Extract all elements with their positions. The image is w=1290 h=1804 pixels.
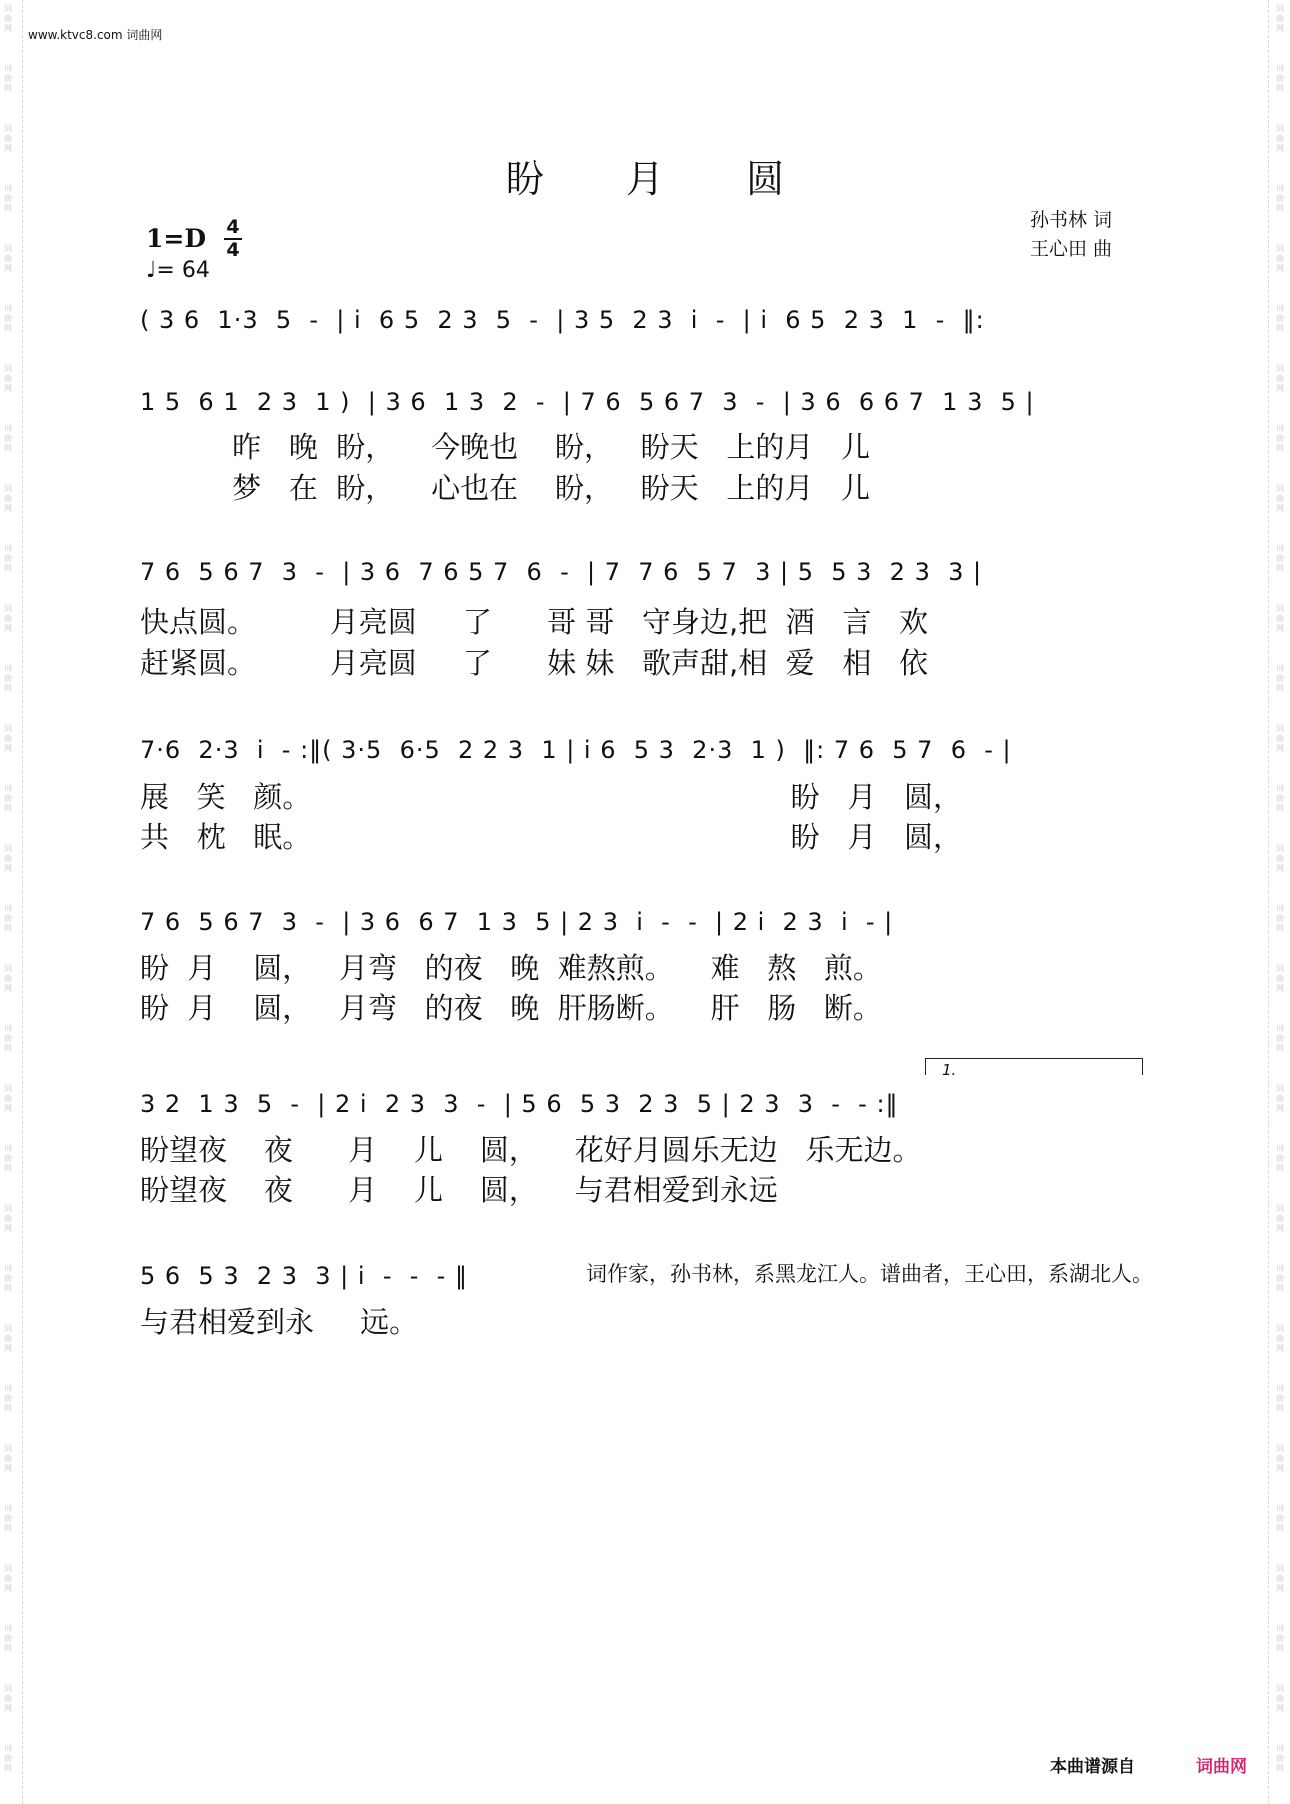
watermark-mark: 词曲网: [1276, 364, 1284, 393]
watermark-mark: 词曲网: [1276, 784, 1284, 813]
first-ending-bracket: [925, 1058, 1143, 1079]
watermark-mark: 词曲网: [1276, 724, 1284, 753]
watermark-mark: 词曲网: [1276, 4, 1284, 33]
watermark-mark: 词曲网: [4, 1144, 12, 1173]
watermark-mark: 词曲网: [1276, 304, 1284, 333]
watermark-mark: 词曲网: [1276, 1204, 1284, 1233]
lyrics-5-verse-2: 盼 月 圆， 月弯 的夜 晚 肝肠断。 肝 肠 断。: [140, 991, 882, 1025]
watermark-mark: 词曲网: [1276, 424, 1284, 453]
watermark-mark: 词曲网: [4, 1564, 12, 1593]
watermark-mark: 词曲网: [4, 304, 12, 333]
watermark-mark: 词曲网: [1276, 544, 1284, 573]
watermark-mark: 词曲网: [4, 544, 12, 573]
time-top: 4: [226, 216, 240, 238]
notation-5: 7 6 5 6 7 3 - | 3 6 6 7 1 3 5 | 2 3 i - - | 2 i 2 3 i - |: [140, 908, 894, 936]
lyrics-5-verse-1: 盼 月 圆， 月弯 的夜 晚 难熬煎。 难 熬 煎。: [140, 951, 882, 985]
staff-line-3: [140, 552, 1152, 592]
watermark-mark: 词曲网: [4, 184, 12, 213]
left-watermark-strip: [0, 0, 18, 1804]
watermark-mark: 词曲网: [4, 1384, 12, 1413]
watermark-mark: 词曲网: [4, 424, 12, 453]
footer-site-link[interactable]: 词曲网: [1196, 1757, 1247, 1777]
footer-source: 本曲谱源自: [1050, 1757, 1135, 1777]
lyrics-7-verse-1: 与君相爱到永 远。: [140, 1305, 419, 1339]
watermark-mark: 词曲网: [1276, 184, 1284, 213]
watermark-mark: 词曲网: [1276, 1504, 1284, 1533]
watermark-mark: 词曲网: [1276, 664, 1284, 693]
watermark-mark: 词曲网: [4, 1624, 12, 1653]
watermark-mark: 词曲网: [4, 364, 12, 393]
watermark-mark: 词曲网: [4, 724, 12, 753]
watermark-mark: 词曲网: [4, 664, 12, 693]
left-dashed-border: [22, 0, 23, 1804]
site-url: www.ktvc8.com 词曲网: [28, 28, 163, 42]
watermark-mark: 词曲网: [1276, 1564, 1284, 1593]
lyrics-6-verse-2: 盼望夜 夜 月 儿 圆， 与君相爱到永远: [140, 1173, 778, 1207]
watermark-mark: 词曲网: [1276, 1144, 1284, 1173]
notation-2: 1 5 6 1 2 3 1 ) | 3 6 1 3 2 - | 7 6 5 6 7 3 - | 3 6 6 6 7 1 3 5 |: [140, 388, 1035, 416]
watermark-mark: 词曲网: [4, 244, 12, 273]
composer-credit: 王心田 曲: [1030, 238, 1113, 260]
watermark-mark: 词曲网: [1276, 484, 1284, 513]
watermark-mark: 词曲网: [4, 1024, 12, 1053]
notation-6: 3 2 1 3 5 - | 2 i 2 3 3 - | 5 6 5 3 2 3 5 | 2 3 3 - - :‖: [140, 1090, 899, 1118]
watermark-mark: 词曲网: [4, 1324, 12, 1353]
watermark-mark: 词曲网: [1276, 124, 1284, 153]
staff-line-2: [140, 382, 1152, 422]
watermark-mark: 词曲网: [4, 604, 12, 633]
watermark-mark: 词曲网: [4, 124, 12, 153]
notation-1: ( 3 6 1·3 5 - | i 6 5 2 3 5 - | 3 5 2 3 i - | i 6 5 2 3 1 - ‖:: [140, 306, 985, 334]
watermark-mark: 词曲网: [4, 1264, 12, 1293]
watermark-mark: 词曲网: [1276, 1024, 1284, 1053]
watermark-mark: 词曲网: [4, 1084, 12, 1113]
time-bottom: 4: [224, 238, 242, 261]
watermark-mark: 词曲网: [1276, 1324, 1284, 1353]
watermark-mark: 词曲网: [1276, 1444, 1284, 1473]
watermark-mark: 词曲网: [1276, 1084, 1284, 1113]
watermark-mark: 词曲网: [4, 64, 12, 93]
watermark-mark: 词曲网: [1276, 1384, 1284, 1413]
watermark-mark: 词曲网: [4, 904, 12, 933]
watermark-mark: 词曲网: [4, 4, 12, 33]
right-dashed-border: [1268, 0, 1269, 1804]
notation-7: 5 6 5 3 2 3 3 | i - - - ‖: [140, 1262, 468, 1290]
tempo-marking: ♩= 64: [146, 258, 210, 283]
lyricist-credit: 孙书林 词: [1030, 209, 1113, 231]
notation-3: 7 6 5 6 7 3 - | 3 6 7 6 5 7 6 - | 7 7 6 5 7 3 | 5 5 3 2 3 3 |: [140, 558, 983, 586]
tempo-value: = 64: [156, 258, 210, 283]
watermark-mark: 词曲网: [1276, 1684, 1284, 1713]
lyrics-3-verse-2: 赶紧圆。 月亮圆 了 妹 妹 歌声甜,相 爱 相 依: [140, 646, 928, 680]
watermark-mark: 词曲网: [4, 1444, 12, 1473]
lyrics-3-verse-1: 快点圆。 月亮圆 了 哥 哥 守身边,把 酒 言 欢: [140, 605, 928, 639]
watermark-mark: 词曲网: [4, 1744, 12, 1773]
right-watermark-strip: [1272, 0, 1290, 1804]
watermark-mark: 词曲网: [4, 1204, 12, 1233]
lyrics-4-verse-2: 共 枕 眠。 盼 月 圆，: [140, 820, 962, 854]
watermark-mark: 词曲网: [1276, 1744, 1284, 1773]
lyrics-6-verse-1: 盼望夜 夜 月 儿 圆， 花好月圆乐无边 乐无边。: [140, 1133, 922, 1167]
staff-line-1: [140, 300, 1152, 340]
notation-4: 7·6 2·3 i - :‖( 3·5 6·5 2 2 3 1 | i 6 5 3 2·3 1 ) ‖: 7 6 5 7 6 - |: [140, 736, 1012, 764]
key-signature: 1=D: [146, 224, 207, 253]
author-annotation: 词作家，孙书林，系黑龙江人。谱曲者，王心田，系湖北人。: [586, 1262, 1153, 1286]
watermark-mark: 词曲网: [1276, 244, 1284, 273]
watermark-mark: 词曲网: [1276, 844, 1284, 873]
staff-line-4: [140, 730, 1152, 770]
watermark-mark: 词曲网: [4, 844, 12, 873]
watermark-mark: 词曲网: [1276, 1624, 1284, 1653]
watermark-mark: 词曲网: [4, 484, 12, 513]
watermark-mark: 词曲网: [1276, 1264, 1284, 1293]
watermark-mark: 词曲网: [1276, 64, 1284, 93]
volta-label: 1.: [942, 1061, 957, 1079]
staff-line-5: [140, 902, 1152, 942]
lyrics-2-verse-1: 昨 晚 盼， 今晚也 盼， 盼天 上的月 儿: [140, 430, 870, 464]
watermark-mark: 词曲网: [4, 1504, 12, 1533]
watermark-mark: 词曲网: [4, 964, 12, 993]
watermark-mark: 词曲网: [1276, 904, 1284, 933]
watermark-mark: 词曲网: [1276, 964, 1284, 993]
credits: [1030, 206, 1112, 264]
watermark-mark: 词曲网: [1276, 604, 1284, 633]
lyrics-2-verse-2: 梦 在 盼， 心也在 盼， 盼天 上的月 儿: [140, 471, 870, 505]
lyrics-4-verse-1: 展 笑 颜。 盼 月 圆，: [140, 780, 962, 814]
song-title: 盼 月 圆: [505, 157, 785, 201]
watermark-mark: 词曲网: [4, 784, 12, 813]
staff-line-6: [140, 1084, 1152, 1124]
time-signature: [224, 217, 242, 261]
watermark-mark: 词曲网: [4, 1684, 12, 1713]
